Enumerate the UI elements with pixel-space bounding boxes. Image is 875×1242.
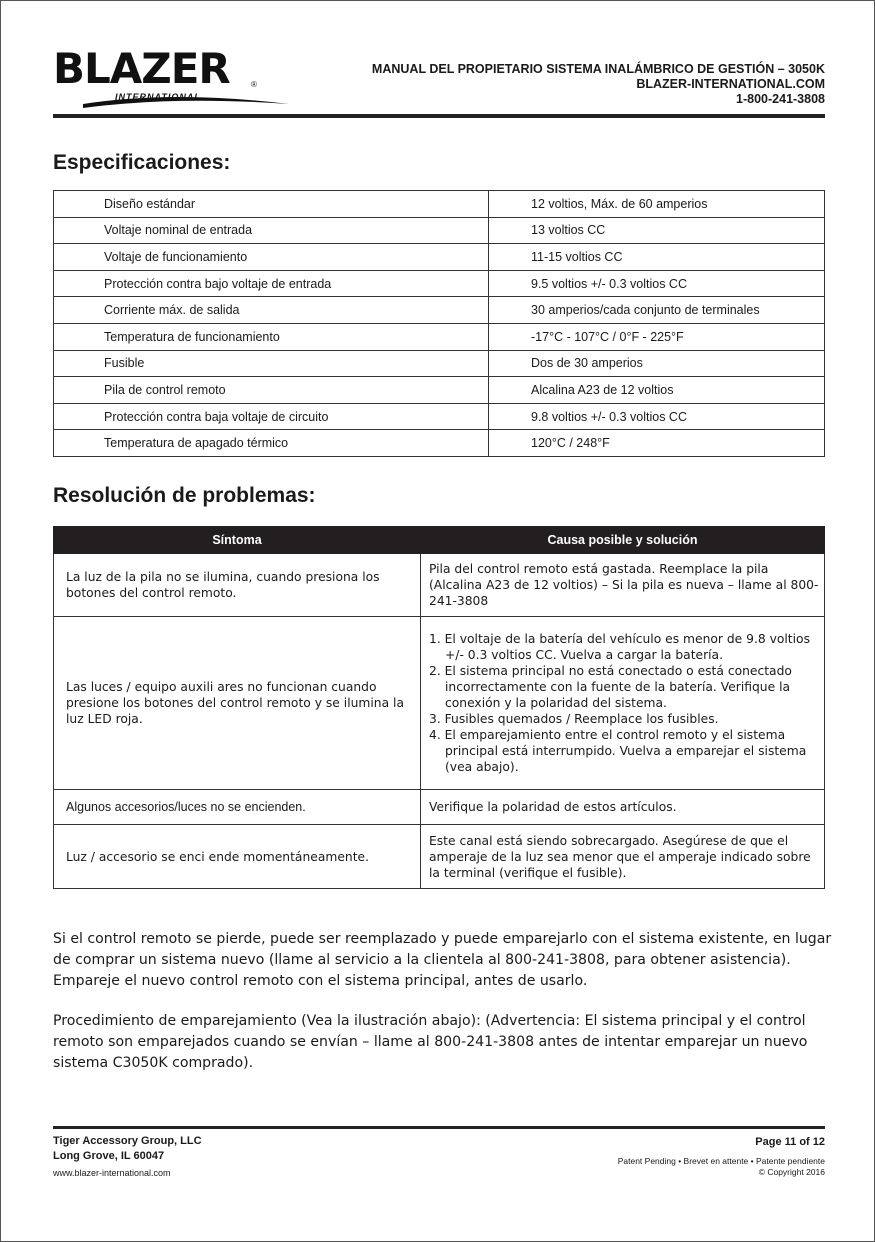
spec-label: Corriente máx. de salida [54, 297, 489, 324]
header-info [372, 62, 825, 107]
symptom-cell: Las luces / equipo auxili ares no funcionan cuando presione los botones del control remoto y se ilumina la luz LED roja. [54, 617, 421, 790]
specs-title: Especificaciones: [53, 151, 231, 174]
specs-table [53, 190, 825, 457]
blazer-logo [53, 44, 293, 108]
list-item: 3. Fusibles quemados / Reemplace los fusibles. [429, 712, 719, 726]
spec-value: 9.8 voltios +/- 0.3 voltios CC [489, 403, 825, 430]
list-item: 1. El voltaje de la batería del vehículo es menor de 9.8 voltios +/- 0.3 voltios CC. Vuelva a cargar la batería. [429, 632, 810, 662]
header-website: BLAZER-INTERNATIONAL.COM [636, 77, 825, 91]
table-row [54, 554, 825, 617]
table-row [54, 191, 825, 218]
patent-text: Patent Pending • Brevet en attente • Patente pendiente [617, 1156, 825, 1166]
logo-subtitle: INTERNATIONAL [115, 92, 201, 102]
table-row [54, 217, 825, 244]
spec-value: Dos de 30 amperios [489, 350, 825, 377]
table-row [54, 430, 825, 457]
spec-label: Temperatura de apagado térmico [54, 430, 489, 457]
symptom-cell: Luz / accesorio se enci ende momentáneamente. [54, 825, 421, 889]
footer-rule [53, 1126, 825, 1129]
footer-info [618, 1136, 825, 1178]
footer-website: www.blazer-international.com [53, 1168, 171, 1178]
symptom-header: Síntoma [54, 527, 421, 554]
cause-cell: Verifique la polaridad de estos artículos. [421, 790, 825, 825]
table-row [54, 825, 825, 889]
table-row [54, 297, 825, 324]
spec-label: Protección contra baja voltaje de circuito [54, 403, 489, 430]
cause-cell: Pila del control remoto está gastada. Reemplace la pila (Alcalina A23 de 12 voltios) – Si la pila es nueva – llame al 800-241-3808 [421, 554, 825, 617]
logo-registered: ® [251, 80, 257, 89]
table-row [54, 617, 825, 790]
spec-value: 9.5 voltios +/- 0.3 voltios CC [489, 270, 825, 297]
spec-value: Alcalina A23 de 12 voltios [489, 377, 825, 404]
header-phone: 1-800-241-3808 [736, 92, 825, 106]
spec-value: 11-15 voltios CC [489, 244, 825, 271]
table-row [54, 323, 825, 350]
footer-company: Tiger Accessory Group, LLC [53, 1135, 202, 1147]
spec-value: 12 voltios, Máx. de 60 amperios [489, 191, 825, 218]
spec-label: Pila de control remoto [54, 377, 489, 404]
spec-label: Protección contra bajo voltaje de entrada [54, 270, 489, 297]
cause-header: Causa posible y solución [421, 527, 825, 554]
table-row [54, 244, 825, 271]
header-rule [53, 114, 825, 118]
spec-label: Diseño estándar [54, 191, 489, 218]
table-row [54, 790, 825, 825]
spec-value: 30 amperios/cada conjunto de terminales [489, 297, 825, 324]
table-row [54, 377, 825, 404]
logo-wordmark: BLAZER [53, 44, 230, 93]
troubleshooting-table [53, 526, 825, 889]
page-number: Page 11 of 12 [755, 1136, 825, 1148]
spec-label: Voltaje nominal de entrada [54, 217, 489, 244]
manual-title: MANUAL DEL PROPIETARIO SISTEMA INALÁMBRICO DE GESTIÓN – 3050K [371, 62, 825, 76]
list-item: 2. El sistema principal no está conectado o está conectado incorrectamente con la fuente de la batería. Verifique la conexión y la polaridad del sistema. [429, 664, 792, 710]
footer-city: Long Grove, IL 60047 [53, 1150, 165, 1162]
spec-value: 120°C / 248°F [489, 430, 825, 457]
patent-notice [618, 1156, 825, 1178]
symptom-cell: Algunos accesorios/luces no se encienden. [54, 790, 421, 825]
replacement-paragraph: Si el control remoto se pierde, puede ser reemplazado y puede emparejarlo con el sistema existente, en lugar de comprar un sistema nuevo (llame al servicio a la clientela al 800-241-3808, para obtener asistencia). Empareje el nuevo control remoto con el sistema principal, antes de usarlo. [53, 931, 832, 989]
spec-label: Temperatura de funcionamiento [54, 323, 489, 350]
spec-label: Voltaje de funcionamiento [54, 244, 489, 271]
cause-cell [421, 617, 825, 790]
copyright-text: © Copyright 2016 [758, 1167, 825, 1177]
pairing-paragraph: Procedimiento de emparejamiento (Vea la ilustración abajo): (Advertencia: El sistema principal y el control remoto son emparejados cuando se envían – llame al 800-241-3808 antes de intentar emparejar un nuevo sistema C3050K comprado). [53, 1013, 808, 1071]
spec-value: 13 voltios CC [489, 217, 825, 244]
list-item: 4. El emparejamiento entre el control remoto y el sistema principal está interrumpido. Vuelva a emparejar el sistema (vea abajo). [429, 728, 807, 774]
table-header-row [54, 527, 825, 554]
table-row [54, 350, 825, 377]
symptom-cell: La luz de la pila no se ilumina, cuando presiona los botones del control remoto. [54, 554, 421, 617]
table-row [54, 270, 825, 297]
page-header [53, 44, 825, 110]
spec-label: Fusible [54, 350, 489, 377]
cause-list [429, 631, 820, 775]
spec-value: -17°C - 107°C / 0°F - 225°F [489, 323, 825, 350]
table-row [54, 403, 825, 430]
footer-address [53, 1134, 202, 1164]
cause-cell: Este canal está siendo sobrecargado. Asegúrese de que el amperaje de la luz sea menor que el amperaje indicado sobre la terminal (verifique el fusible). [421, 825, 825, 889]
troubleshooting-title: Resolución de problemas: [53, 484, 316, 507]
